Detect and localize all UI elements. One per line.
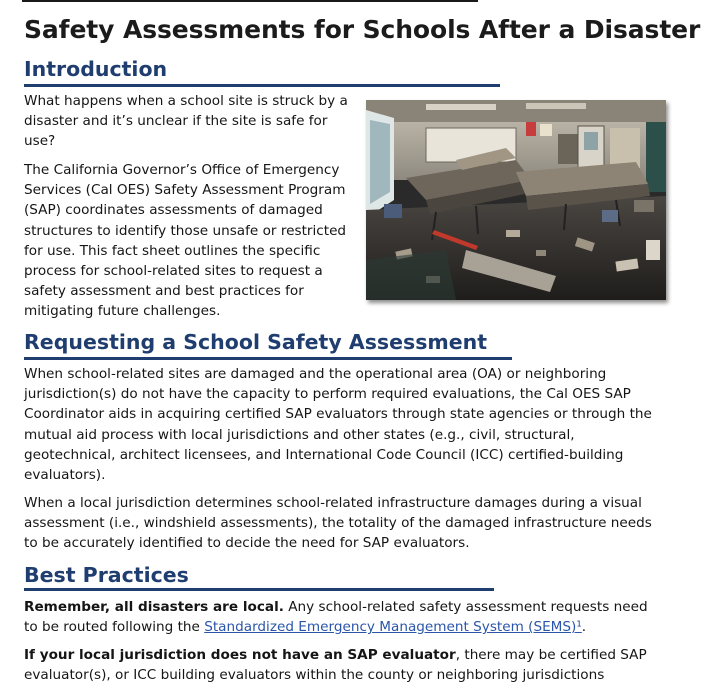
damaged-classroom-photo (366, 100, 666, 300)
best-practices-p1-bold: Remember, all disasters are local. (24, 599, 284, 615)
best-practices-p2-text: , there may be certified SAP evaluator(s), or ICC building evaluators within the county or neighboring jurisdictions (24, 647, 647, 684)
introduction-heading: Introduction (24, 57, 168, 81)
introduction-paragraph-1: What happens when a school site is struck by a disaster and it’s unclear if the site is safe for use? (24, 93, 348, 150)
best-practices-heading: Best Practices (24, 563, 189, 587)
introduction-paragraph-2: The California Governor’s Office of Emergency Services (Cal OES) Safety Assessment Program (SAP) coordinates assessments of damaged structures to identify those unsafe or restricted for use. This fact sheet outlines the specific process for school-related sites to request a safety assessment and best practices for mitigating future challenges. (24, 162, 347, 320)
requesting-paragraph-1: When school-related sites are damaged and the operational area (OA) or neighboring jurisdiction(s) do not have the capacity to perform required evaluations, the Cal OES SAP Coordinator aids in acquiring certified SAP evaluators through state agencies or through the mutual aid process with local jurisdictions and other states (e.g., civil, structural, geotechnical, architect licensees, and International Code Council (ICC) certified-building evaluators). (24, 366, 652, 484)
requesting-paragraph-2: When a local jurisdiction determines school-related infrastructure damages during a visual assessment (i.e., windshield assessments), the totality of the damaged infrastructure needs to be accurately identified to decide the need for SAP evaluators. (24, 495, 652, 552)
best-practices-paragraph-1 (24, 597, 664, 637)
best-practices-heading-rule (24, 588, 494, 591)
requesting-heading: Requesting a School Safety Assessment (24, 330, 488, 354)
best-practices-p1-text: Any school-related safety assessment requests need to be routed following the (24, 599, 648, 636)
introduction-heading-rule (24, 84, 500, 87)
page-title: Safety Assessments for Schools After a Disaster (24, 15, 701, 44)
best-practices-p1-end: . (581, 619, 587, 636)
best-practices-paragraph-2 (24, 645, 664, 685)
top-border-line (22, 0, 478, 2)
requesting-heading-rule (24, 357, 512, 360)
best-practices-p2-bold: If your local jurisdiction does not have an SAP evaluator (24, 647, 456, 663)
sems-link[interactable]: Standardized Emergency Management System (SEMS)¹ (204, 619, 582, 636)
